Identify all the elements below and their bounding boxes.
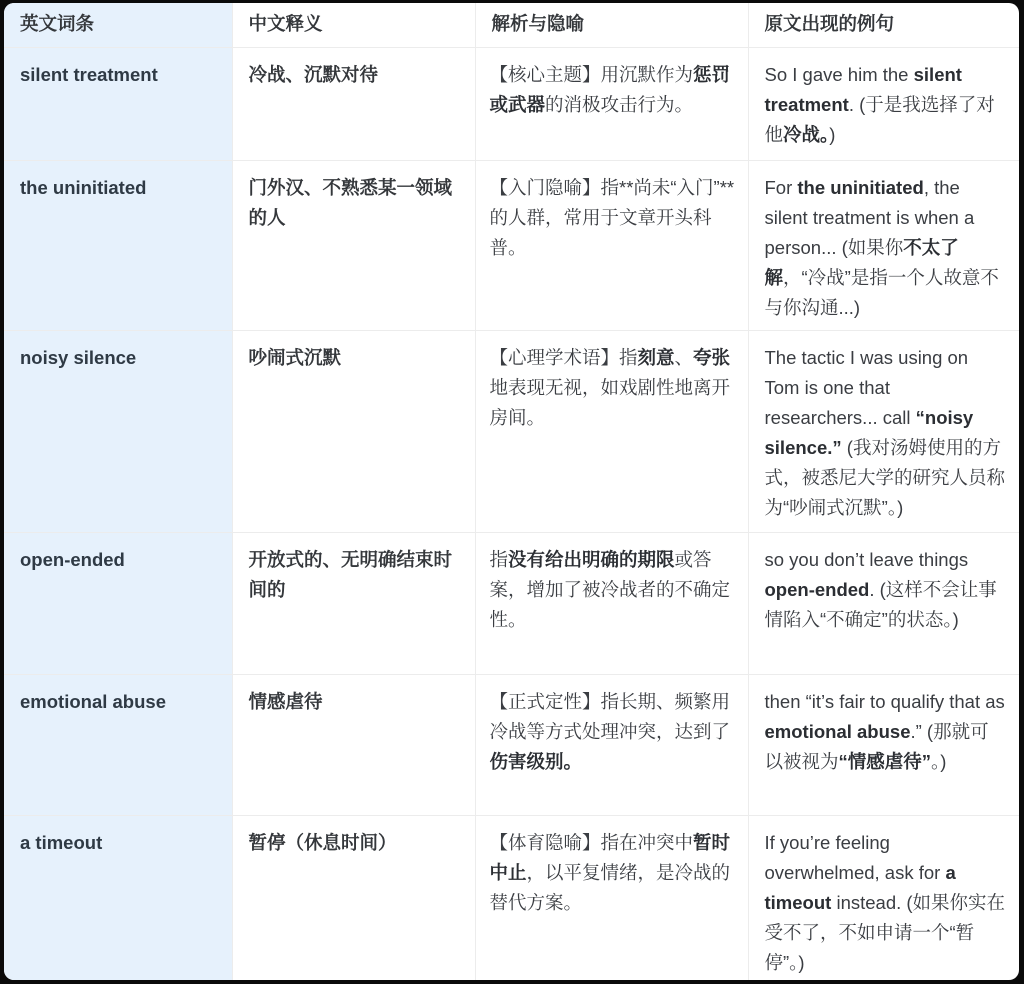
- body-text: 指: [489, 548, 509, 570]
- body-text: 【核心主题】用沉默作为: [489, 63, 694, 85]
- table-row: [4, 674, 1019, 815]
- emphasis-text: the uninitiated: [797, 176, 924, 198]
- body-text: 【入门隐喻】指**尚未“入门”**的人群，常用于文章开头科普。: [489, 176, 735, 258]
- body-text: If you’re feeling overwhelmed, ask for: [764, 831, 946, 883]
- emphasis-text: 伤害级别。: [489, 750, 583, 772]
- example-cell: [748, 815, 1019, 980]
- body-text: instead. (如果你实在受不了，不如申请一个“暂停”。): [764, 891, 1006, 973]
- example-cell: [748, 674, 1019, 815]
- body-text: 或答案，增加了被冷战者的不确定性。: [489, 548, 731, 630]
- table-row: [4, 47, 1019, 160]
- body-text: so you don’t leave things: [764, 548, 969, 570]
- emphasis-text: silent treatment: [764, 63, 962, 115]
- table-frame: [4, 3, 1019, 980]
- table-row: [4, 815, 1019, 980]
- note-cell: [475, 674, 748, 815]
- body-text: 【正式定性】指长期、频繁用冷战等方式处理冲突，达到了: [489, 690, 731, 742]
- body-text: 。): [931, 750, 947, 772]
- note-cell: [475, 815, 748, 980]
- emphasis-text: 刻意: [637, 346, 675, 368]
- body-text: ，“冷战”是指一个人故意不与你沟通...): [764, 266, 999, 318]
- emphasis-text: open-ended: [764, 578, 870, 600]
- body-text: For: [764, 176, 798, 198]
- body-text: .” (那就可以被视为: [764, 720, 989, 772]
- emphasis-text: a timeout: [764, 861, 956, 913]
- body-text: , the silent treatment is when a person... (如果你: [764, 176, 975, 258]
- note-cell: [475, 532, 748, 674]
- body-text: (我对汤姆使用的方式，被悉尼大学的研究人员称为“吵闹式沉默”。): [764, 436, 1006, 518]
- emphasis-text: 夸张: [693, 346, 731, 368]
- body-text: ，以平复情绪，是冷战的替代方案。: [489, 861, 731, 913]
- emphasis-text: “noisy silence.”: [764, 406, 974, 458]
- body-text: 的消极攻击行为。: [545, 93, 694, 115]
- term-cell: noisy silence: [4, 330, 232, 532]
- meaning-cell: 吵闹式沉默: [232, 330, 475, 532]
- body-text: . (于是我选择了对他: [764, 93, 995, 145]
- table-header-row: [4, 3, 1019, 47]
- emphasis-text: 不太了解: [764, 236, 959, 288]
- table-row: [4, 532, 1019, 674]
- example-cell: [748, 330, 1019, 532]
- example-cell: [748, 532, 1019, 674]
- term-cell: open-ended: [4, 532, 232, 674]
- meaning-cell: 开放式的、无明确结束时间的: [232, 532, 475, 674]
- term-cell: the uninitiated: [4, 160, 232, 330]
- body-text: So I gave him the: [764, 63, 914, 85]
- table-row: [4, 330, 1019, 532]
- header-example-sentence: 原文出现的例句: [748, 3, 1019, 47]
- note-cell: [475, 160, 748, 330]
- term-cell: silent treatment: [4, 47, 232, 160]
- meaning-cell: 情感虐待: [232, 674, 475, 815]
- term-cell: a timeout: [4, 815, 232, 980]
- header-chinese-meaning: 中文释义: [232, 3, 475, 47]
- example-cell: [748, 160, 1019, 330]
- emphasis-text: 暂时中止: [489, 831, 731, 883]
- body-text: ): [829, 123, 836, 145]
- example-cell: [748, 47, 1019, 160]
- body-text: 【体育隐喻】指在冲突中: [489, 831, 694, 853]
- header-analysis-metaphor: 解析与隐喻: [475, 3, 748, 47]
- note-cell: [475, 47, 748, 160]
- table-row: [4, 160, 1019, 330]
- body-text: 地表现无视，如戏剧性地离开房间。: [489, 376, 731, 428]
- emphasis-text: 惩罚或武器: [489, 63, 731, 115]
- note-cell: [475, 330, 748, 532]
- body-text: The tactic I was using on Tom is one that researchers... call: [764, 346, 969, 428]
- body-text: then “it’s fair to qualify that as: [764, 690, 1005, 712]
- body-text: 、: [674, 346, 694, 368]
- emphasis-text: 冷战。: [783, 123, 830, 145]
- meaning-cell: 门外汉、不熟悉某一领域的人: [232, 160, 475, 330]
- meaning-cell: 冷战、沉默对待: [232, 47, 475, 160]
- emphasis-text: “情感虐待”: [838, 750, 932, 772]
- body-text: . (这样不会让事情陷入“不确定”的状态。): [764, 578, 997, 630]
- emphasis-text: 没有给出明确的期限: [508, 548, 675, 570]
- meaning-cell: 暂停（休息时间）: [232, 815, 475, 980]
- term-cell: emotional abuse: [4, 674, 232, 815]
- emphasis-text: emotional abuse: [764, 720, 911, 742]
- header-english-term: 英文词条: [4, 3, 232, 47]
- vocabulary-table: [4, 3, 1019, 980]
- body-text: 【心理学术语】指: [489, 346, 638, 368]
